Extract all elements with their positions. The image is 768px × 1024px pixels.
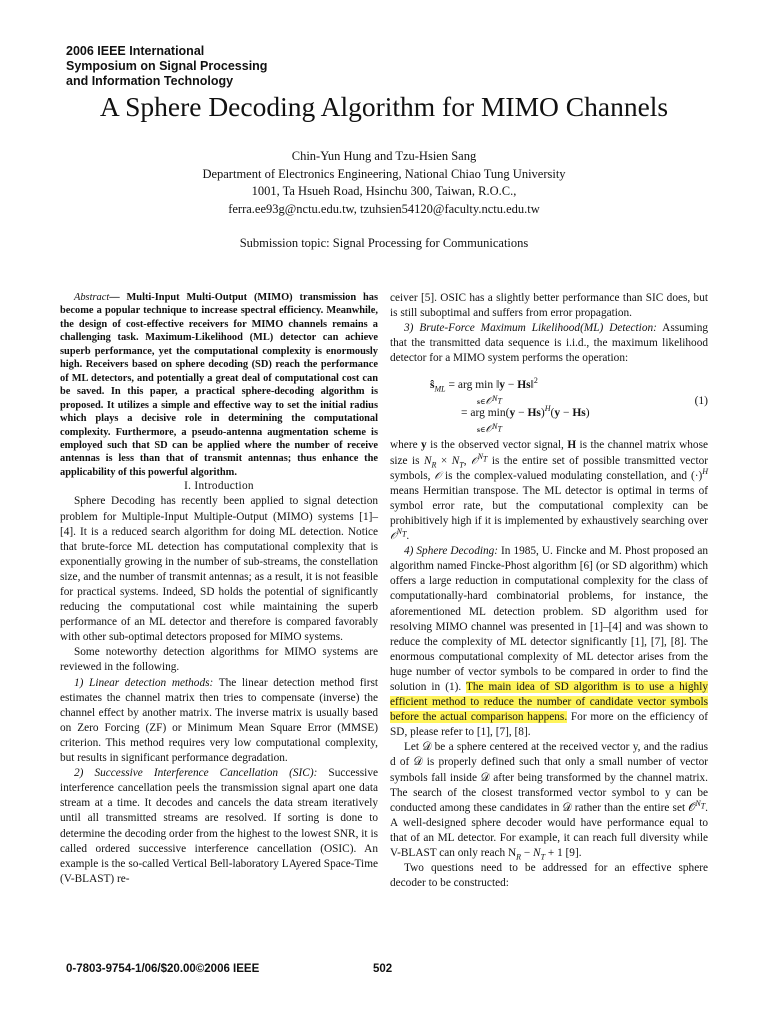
section-heading-introduction: I. Introduction [184, 480, 254, 493]
abstract-text: — Multi-Input Multi-Output (MIMO) transmission has become a popular technique to increase spectral efficiency. Meanwhile, the design of cost-effective receivers for MIMO channels remains a challenging task. Maximum-Likelihood (ML) detector can achieve superb performance, yet the computational complexity is enormously high. Receivers based on sphere decoding (SD) reach the performance of ML detectors, and potentially a great deal of computational cost can be saved. In this paper, a practical sphere-decoding algorithm is proposed. It utilizes a simple and effective way to set the initial radius which plays a decisive role in determining the computational complexity. Furthermore, a pseudo-antenna augmentation scheme is employed such that SD can be applied where the number of receive antennas is less than that of transmit antennas; thus enhance the applicability of this powerful algorithm. [60, 292, 378, 478]
page-number: 502 [373, 963, 393, 975]
right-paragraph-questions: Two questions need to be addressed for an effective sphere decoder to be constructed: [390, 862, 708, 890]
conference-line-3: and Information Technology [66, 74, 234, 88]
conference-line-1: 2006 IEEE International [66, 44, 205, 58]
right-paragraph-where: where y is the observed vector signal, H is the channel matrix whose size is $N_R \times N_T$, 𝒪$^{N_T}$ is the entire set of possible transmitted vector symbols, 𝒪 is the complex-valued modulating constellation, and $(\cdot)^H$ means Hermitian transpose. The ML detector is optimal in terms of symbol error rate, but the computational complexity can be prohibitively high if it is implemented by exhaustively searching over 𝒪$^{N_T}$. [390, 439, 709, 543]
intro-paragraph-sic [60, 766, 378, 887]
equation-subscript-2: s∈𝒪$^{N_T}$ [477, 421, 502, 436]
subheading-linear: 1) Linear detection methods: [74, 676, 214, 689]
paragraph-linear-text: The linear detection method first estimates the channel matrix then tries to compensate (inverse) the channel effect by another matrix. The inverse matrix is usually based on Zero Forcing (ZF) or Minimum Mean Square Error (MMSE) criterion. This method requires very low computational complexity, but results in significant performance degradation. [60, 676, 378, 765]
author-department: Department of Electronics Engineering, National Chiao Tung University [202, 166, 566, 181]
author-block [0, 148, 768, 218]
left-column [60, 291, 378, 887]
highlighted-text: The main idea of SD algorithm is to use a highly efficient method to reduce the number of candidate vector symbols before the actual comparison happens. [390, 680, 708, 724]
abstract [60, 291, 378, 479]
right-paragraph-sd: 4) Sphere Decoding: In 1985, U. Fincke and M. Phost proposed an algorithm named Fincke-Phost algorithm [6] (or SD algorithm) which offers a large reduction in computational complexity for the class of computationally-hard combinatorial problems, for instance, the aforementioned ML detection problem. SD algorithm used for resolving MIMO channel was presented in [1]–[4] and was shown to reduce the complexity of ML detector significantly [1], [7], [8]. The enormous computational complexity of ML detector arises from the huge number of vector symbols to be compared in order to find the solution in (1). The main idea of SD algorithm is to use a highly efficient method to reduce the number of candidate vector symbols before the actual comparison happens. For more on the efficiency of SD, please refer to [1], [7], [8]. [390, 545, 708, 739]
conference-header [66, 44, 267, 89]
right-paragraph-ml [390, 321, 708, 366]
equation-1 [390, 374, 708, 436]
paper-title: A Sphere Decoding Algorithm for MIMO Channels [99, 91, 669, 122]
intro-paragraph-1: Sphere Decoding has recently been applied to signal detection problem for Multiple-Input Multiple-Output (MIMO) systems [1]–[4]. It is a reduced search algorithm for doing ML detection. Notice that brute-force ML detection has computational complexity that is exponentially growing in the number of sub-streams, the constellation size, and the number of transmit antennas; as a result, it is not feasible for practical systems. Indeed, SD holds the potential of significantly reducing the computational cost while maintaining the superb performance of an ML detector and therefore is compared favorably with other sub-optimal detectors proposed for MIMO systems. [60, 495, 378, 644]
author-address: 1001, Ta Hsueh Road, Hsinchu 300, Taiwan, R.O.C., [251, 184, 517, 198]
subheading-ml: 3) Brute-Force Maximum Likelihood(ML) Detection: [404, 322, 657, 335]
paragraph-sic-text: Successive interference cancellation peels the transmission signal apart one data stream at a time. It decodes and cancels the data stream iteratively until all transmitted streams are resolved. If sorting is done to determine the decoding order from the highest to the lowest SNR, it is called ordered successive interference cancellation (OSIC). An example is the so-called Vertical Bell-laboratory LAyered Space-Time (V-BLAST) re- [60, 767, 378, 885]
right-paragraph-sphere: Let 𝒟 be a sphere centered at the received vector y, and the radius d of 𝒟 is properly defined such that only a small number of vector symbols fall inside 𝒟 after being transformed by the channel matrix. The search of the closest transformed vector symbol to y can be conducted among these candidates in 𝒟 rather than the entire set 𝒪$^{N_T}$. A well-designed sphere decoder would have performance equal to that of an ML detector. For example, it can reach full diversity while V-BLAST can only reach $N_R - N_T + 1$ [9]. [390, 741, 708, 862]
equation-row-2: = arg $\min(y - Hs)^H(y - Hs)$ [461, 404, 590, 420]
equation-row-1: $ŝ_{ML}$ = arg min ‖y − Hs‖$^2$ [430, 376, 538, 394]
right-paragraph-0: ceiver [5]. OSIC has a slightly better performance than SIC does, but is still suboptimal and suffers from error propagation. [390, 292, 708, 320]
subheading-sic: 2) Successive Interference Cancellation (SIC): [74, 767, 318, 780]
paragraph-ml-text: Assuming that the transmitted data sequence is i.i.d., the maximum likelihood detector for a MIMO system performs the operation: [390, 322, 708, 365]
intro-paragraph-2: Some noteworthy detection algorithms for MIMO systems are reviewed in the following. [60, 646, 378, 674]
equation-number: (1) [694, 395, 708, 408]
paragraph-sd-text: In 1985, U. Fincke and M. Phost proposed an algorithm named Fincke-Phost algorithm [6] (or SD algorithm) which offers a large reduction in computational complexity for the class of computationally-hard combinatorial problems, for instance, the aforementioned ML detection problem. SD algorithm used for resolving MIMO channel was presented in [1]–[4] and was shown to reduce the complexity of ML detector significantly [1], [7], [8]. The enormous computational complexity of ML detector arises from the huge number of vector symbols to be compared in order to find the solution in (1). [390, 545, 708, 693]
right-column [390, 291, 708, 891]
author-names: Chin-Yun Hung and Tzu-Hsien Sang [291, 149, 477, 163]
footer-isbn: 0-7803-9754-1/06/$20.00©2006 IEEE [66, 963, 260, 975]
abstract-label: Abstract [74, 292, 110, 303]
subheading-sd: 4) Sphere Decoding: [404, 545, 499, 558]
author-emails: ferra.ee93g@nctu.edu.tw, tzuhsien54120@faculty.nctu.edu.tw [228, 201, 540, 216]
conference-line-2: Symposium on Signal Processing [66, 59, 268, 73]
intro-paragraph-linear [60, 676, 378, 767]
submission-topic: Submission topic: Signal Processing for Communications [239, 236, 529, 250]
equation-subscript-1: s∈𝒪$^{N_T}$ [477, 393, 502, 408]
